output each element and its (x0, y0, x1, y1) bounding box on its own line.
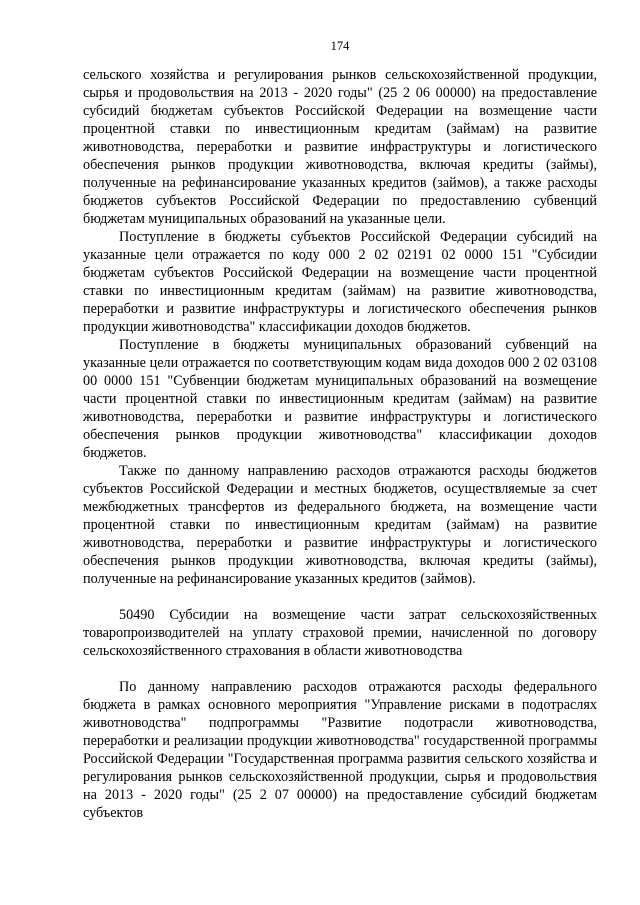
section-heading-50490: 50490 Субсидии на возмещение части затрат сельскохозяйственных товаропроизводителей на уплату страховой премии, начисленной по договору сельскохозяйственного страхования в области животноводства (83, 607, 597, 659)
paragraph-continuation: сельского хозяйства и регулирования рынков сельскохозяйственной продукции, сырья и продовольствия на 2013 - 2020 годы" (25 2 06 00000) на предоставление субсидий бюджетам субъектов Российской Федерации на возмещение части процентной ставки по инвестиционным кредитам (займам) на развитие животноводства, переработки и развитие инфраструктуры и логистического обеспечения рынков продукции животноводства, включая кредиты (займы), полученные на рефинансирование указанных кредитов (займов), а также расходы бюджетов субъектов Российской Федерации по предоставлению субвенций бюджетам муниципальных образований на указанные цели. (83, 67, 597, 227)
paragraph-subvention-revenue: Поступление в бюджеты муниципальных образований субвенций на указанные цели отражается по соответствующим кодам вида доходов 000 2 02 03108 00 0000 151 "Субвенции бюджетам муниципальных образований на возмещение части процентной ставки по инвестиционным кредитам (займам) на развитие животноводства, переработки и развитие инфраструктуры и логистического обеспечения рынков продукции животноводства" классификации доходов бюджетов. (83, 337, 597, 461)
document-body (83, 66, 597, 822)
spacer (83, 660, 597, 678)
paragraph-subsidy-revenue: Поступление в бюджеты субъектов Российской Федерации субсидий на указанные цели отражается по коду 000 2 02 02191 02 0000 151 "Субсидии бюджетам субъектов Российской Федерации на возмещение части процентной ставки по инвестиционным кредитам (займам) на развитие животноводства, переработки и развитие инфраструктуры и логистического обеспечения рынков продукции животноводства" классификации доходов бюджетов. (83, 229, 597, 335)
page-number: 174 (330, 39, 350, 53)
paragraph-also-expenses: Также по данному направлению расходов отражаются расходы бюджетов субъектов Российской Федерации и местных бюджетов, осуществляемые за счет межбюджетных трансфертов из федерального бюджета, на возмещение части процентной ставки по инвестиционным кредитам (займам) на развитие животноводства, переработки и развитие инфраструктуры и логистического обеспечения рынков продукции животноводства, включая кредиты (займы), полученные на рефинансирование указанных кредитов (займов). (83, 463, 597, 587)
paragraph-direction-expenses: По данному направлению расходов отражаются расходы федерального бюджета в рамках основного мероприятия "Управление рисками в подотраслях животноводства" подпрограммы "Развитие подотрасли животноводства, переработки и реализации продукции животноводства" государственной программы Российской Федерации "Государственная программа развития сельского хозяйства и регулирования рынков сельскохозяйственной продукции, сырья и продовольствия на 2013 - 2020 годы" (25 2 07 00000) на предоставление субсидий бюджетам субъектов (83, 679, 597, 821)
